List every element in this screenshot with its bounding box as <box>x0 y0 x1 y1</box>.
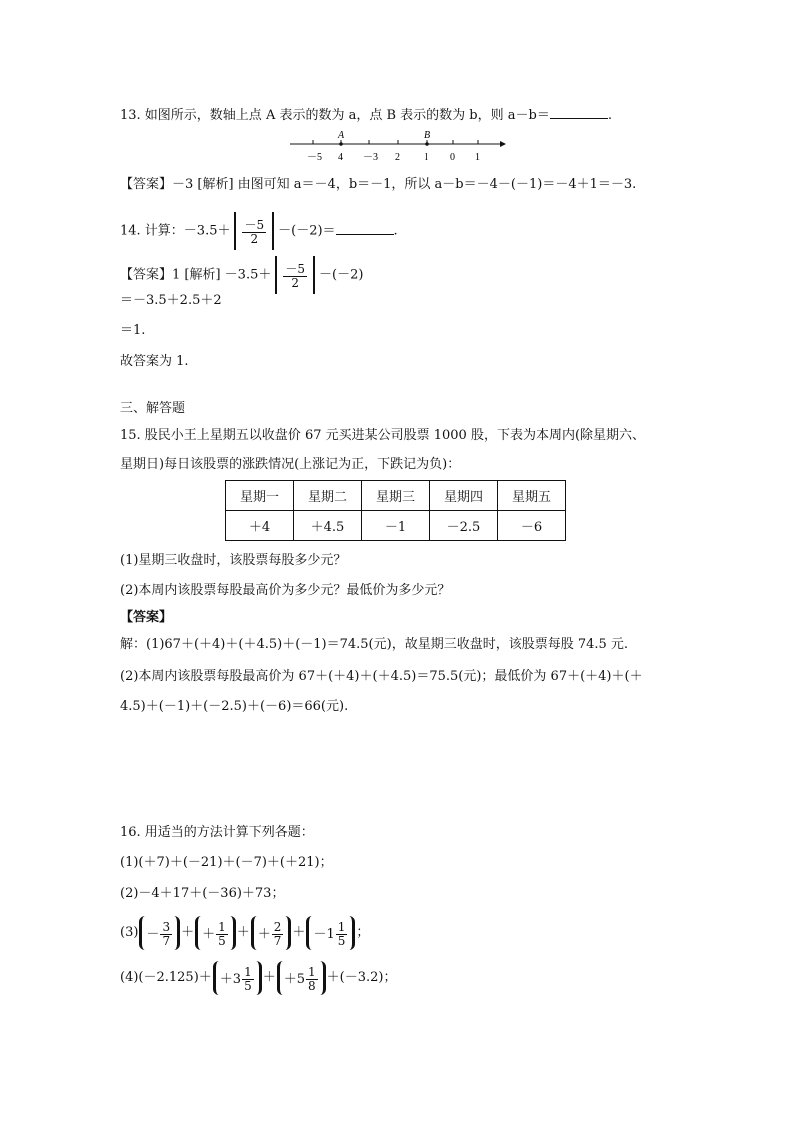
q14-answer: 【答案】1 [解析] －3.5＋ $\frac{-5}{2}$ －(－2) <box>120 256 363 295</box>
tick-label: 2 <box>395 152 400 163</box>
axis-arrow <box>500 141 506 147</box>
table-cell: ＋4.5 <box>294 511 362 541</box>
q14-step: ＝1. <box>120 323 146 338</box>
section-heading: 三、解答题 <box>120 401 186 416</box>
table-row <box>226 511 566 541</box>
paren-term: ＋3 $\frac{1}{5}$ <box>213 961 262 995</box>
q14-conclusion: 故答案为 1. <box>120 354 189 369</box>
q15-sub: (1)星期三收盘时，该股票每股多少元？ <box>120 553 347 568</box>
table-cell: －2.5 <box>430 511 498 541</box>
point-b-dot <box>425 142 429 146</box>
tick-label: 1 <box>475 152 480 163</box>
stock-table <box>225 480 566 541</box>
answer-label: 【答案】 <box>120 610 173 625</box>
paren-term: ＋ $\frac{2}{7}$ <box>251 916 292 950</box>
paren-term: ＋5 $\frac{1}{8}$ <box>277 961 326 995</box>
q15-sub: (2)本周内该股票每股最高价为多少元？最低价为多少元？ <box>120 583 451 598</box>
number-line <box>288 130 508 166</box>
table-header: 星期五 <box>498 481 566 511</box>
q16-part: (3) － $\frac{3}{7}$ ＋ ＋ $\frac{1}{5}$ ＋ ＋ $\frac{2}{7}$ ＋ －1 $\frac{1}{5}$ ； <box>120 914 369 952</box>
table-cell: －1 <box>362 511 430 541</box>
tick-label: －5 <box>307 152 322 163</box>
table-header-row <box>226 481 566 511</box>
q15-stem: 15. 股民小王上星期五以收盘价 67 元买进某公司股票 1000 股，下表为本周内(除星期六、 <box>120 428 646 443</box>
answer-blank[interactable] <box>336 222 394 235</box>
absolute-value: $\frac{-5}{2}$ <box>234 212 274 250</box>
q15-solution: (2)本周内该股票每股最高价为 67＋(＋4)＋(＋4.5)＝75.5(元)；最低价为 67＋(＋4)＋(＋ <box>120 669 643 684</box>
q15-stem: 星期日)每日该股票的涨跌情况(上涨记为正，下跌记为负)： <box>120 457 461 472</box>
absolute-value: $\frac{-5}{2}$ <box>275 256 315 294</box>
table-cell: －6 <box>498 511 566 541</box>
table-header: 星期四 <box>430 481 498 511</box>
q16-part: (2)－4＋17＋(－36)＋73； <box>120 886 285 901</box>
q14-stem: 14. 计算：－3.5＋ $\frac{-5}{2}$ －(－2)＝ . <box>120 212 398 251</box>
tick-label: 4 <box>338 152 343 163</box>
tick-label: 0 <box>450 152 455 163</box>
q15-solution: 4.5)＋(－1)＋(－2.5)＋(－6)＝66(元). <box>120 699 349 714</box>
table-header: 星期二 <box>294 481 362 511</box>
q13-stem: 13. 如图所示，数轴上点 A 表示的数为 a，点 B 表示的数为 b，则 a－b＝ . <box>120 108 612 123</box>
q16-part: (1)(＋7)＋(－21)＋(－7)＋(＋21)； <box>120 855 333 870</box>
paren-term: ＋ $\frac{1}{5}$ <box>195 916 236 950</box>
point-a-dot <box>339 142 343 146</box>
answer-blank[interactable] <box>550 106 608 119</box>
paren-term: － $\frac{3}{7}$ <box>139 916 180 950</box>
tick-label: －3 <box>363 152 378 163</box>
point-b-label: B <box>424 130 431 141</box>
table-header: 星期一 <box>226 481 294 511</box>
table-cell: ＋4 <box>226 511 294 541</box>
q16-stem: 16. 用适当的方法计算下列各题： <box>120 825 314 840</box>
q14-step: ＝－3.5＋2.5＋2 <box>120 293 222 308</box>
q15-solution: 解：(1)67＋(＋4)＋(＋4.5)＋(－1)＝74.5(元)，故星期三收盘时，该股票每股 74.5 元. <box>120 637 629 652</box>
q13-answer: 【答案】－3 [解析] 由图可知 a＝－4，b＝－1，所以 a－b＝－4－(－1)＝－4＋1＝－3. <box>120 177 637 192</box>
tick-label: l <box>425 152 428 163</box>
paren-term: －1 $\frac{1}{5}$ <box>306 916 355 950</box>
table-header: 星期三 <box>362 481 430 511</box>
q16-part: (4)(－2.125)＋ ＋3 $\frac{1}{5}$ ＋ ＋5 $\frac{1}{8}$ ＋(－3.2)； <box>120 959 396 997</box>
point-a-label: A <box>338 130 345 141</box>
